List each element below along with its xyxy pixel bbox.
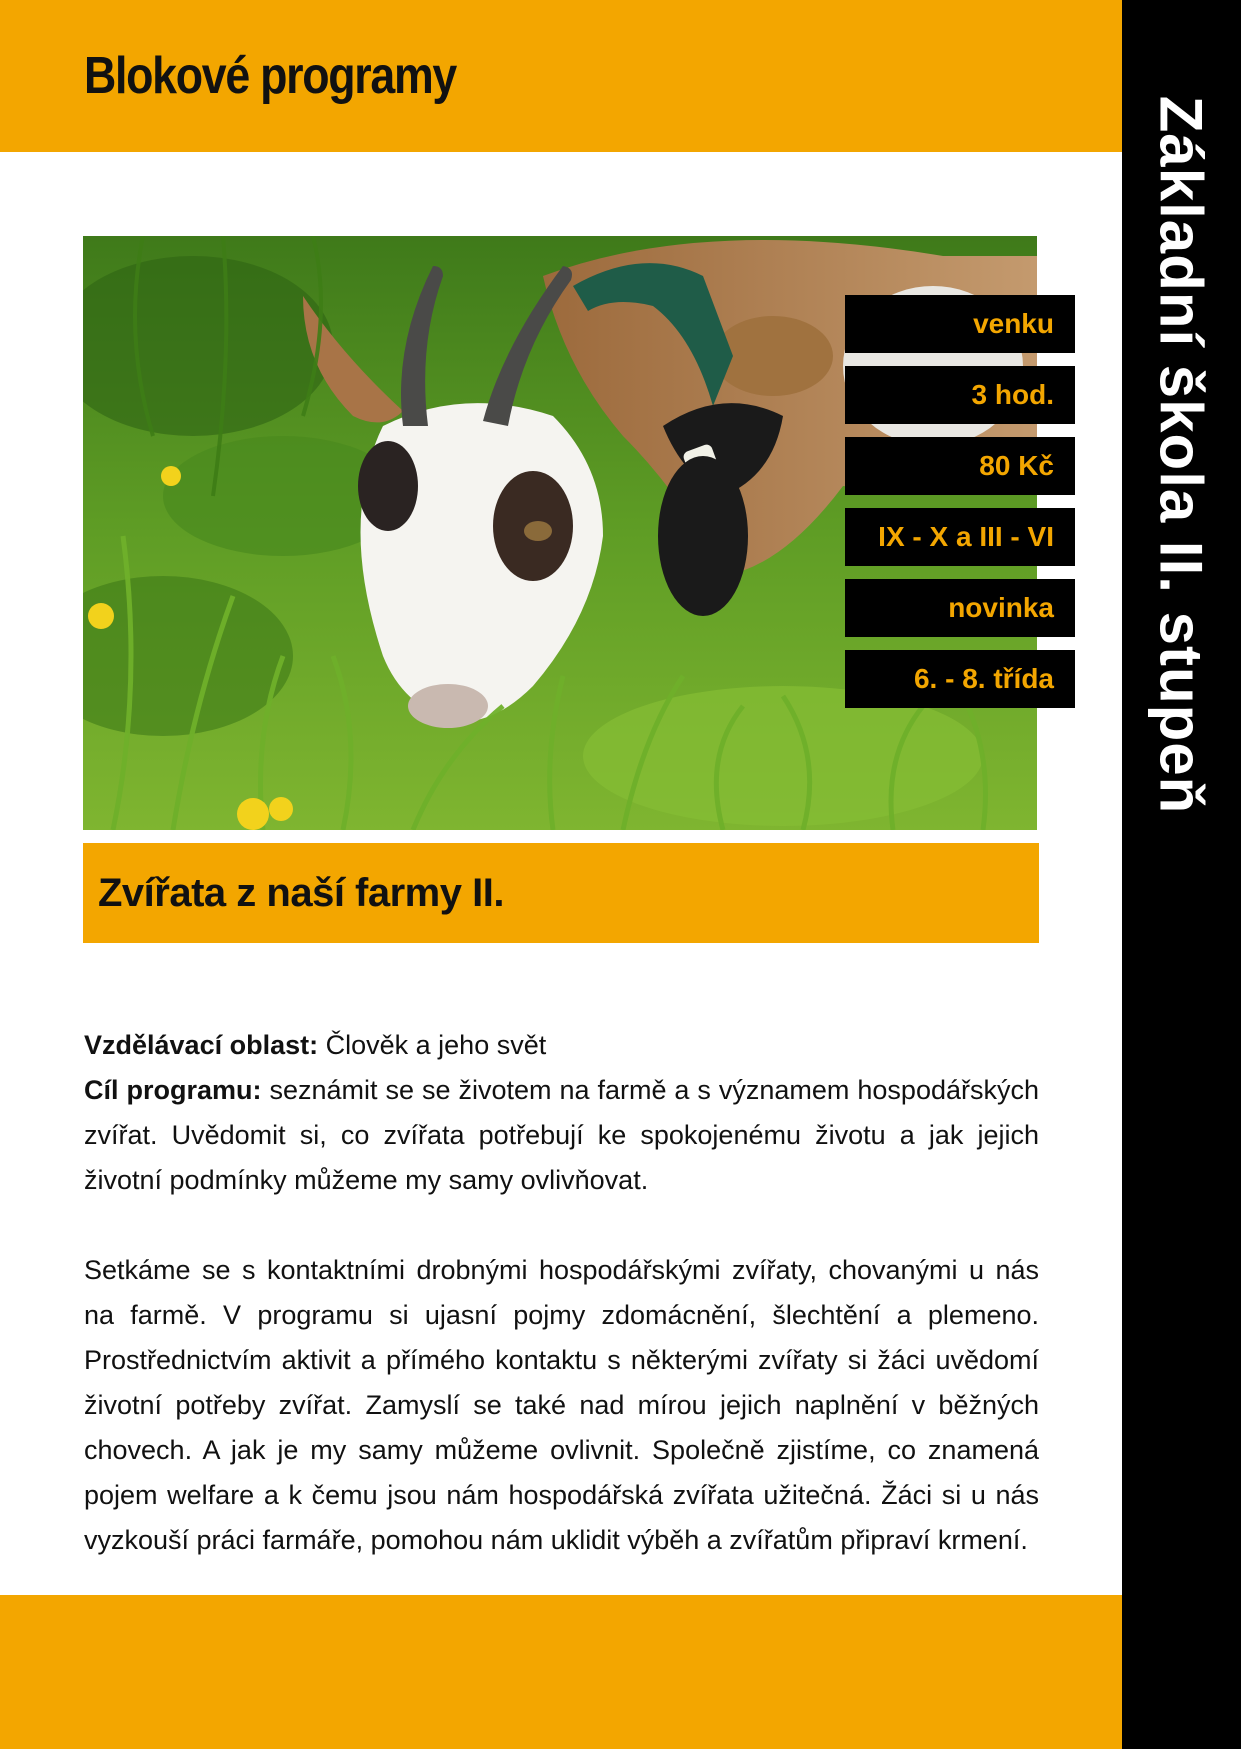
program-goal-value: seznámit se se životem na farmě a s významem hospodářských zvířat. Uvědomit si, co zvířata potřebují ke spokojenému životu a jak jejich životní podmínky můžeme my samy ovlivňovat. bbox=[84, 1075, 1039, 1195]
program-goal-label: Cíl programu: bbox=[84, 1075, 262, 1105]
program-description-text: Setkáme se s kontaktními drobnými hospodářskými zvířaty, chovanými u nás na farmě. V programu si ujasní pojmy zdomácnění, šlechtění a plemeno. Prostřednictvím aktivit a přímého kontaktu s některými zvířaty si žáci uvědomí životní potřeby zvířat. Zamyslí se také nad mírou jejich naplnění v běžných chovech. A jak je my samy můžeme ovlivnit. Společně zjistíme, co znamená pojem welfare a k čemu jsou nám hospodářská zvířata užitečná. Žáci si u nás vyzkouší práci farmáře, pomohou nám uklidit výběh a zvířatům připraví krmení. bbox=[84, 1255, 1039, 1555]
education-area-label: Vzdělávací oblast: bbox=[84, 1030, 319, 1060]
sidebar-title: Základní škola II. stupeň bbox=[1147, 95, 1215, 815]
education-area-value: Člověk a jeho svět bbox=[325, 1030, 547, 1060]
program-title-band bbox=[83, 843, 1039, 943]
program-goal bbox=[84, 1068, 1039, 1203]
page-title: Blokové programy bbox=[84, 47, 457, 105]
tag-grades: 6. - 8. třída bbox=[845, 650, 1075, 708]
education-area bbox=[84, 1023, 1039, 1068]
tag-duration: 3 hod. bbox=[845, 366, 1075, 424]
program-title: Zvířata z naší farmy II. bbox=[98, 871, 504, 915]
header-band bbox=[0, 0, 1122, 152]
program-description bbox=[84, 1023, 1039, 1563]
footer-band bbox=[0, 1595, 1122, 1749]
tag-location: venku bbox=[845, 295, 1075, 353]
program-info-tags bbox=[845, 295, 1075, 721]
tag-price: 80 Kč bbox=[845, 437, 1075, 495]
tag-new: novinka bbox=[845, 579, 1075, 637]
tag-months: IX - X a III - VI bbox=[845, 508, 1075, 566]
